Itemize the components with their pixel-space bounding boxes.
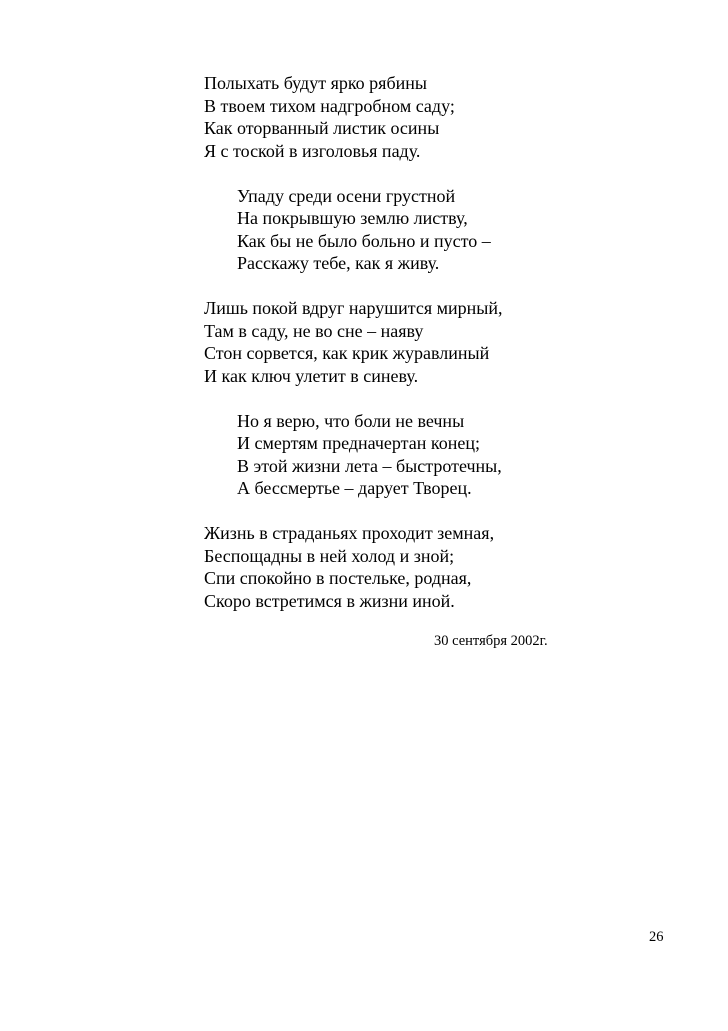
poem-line: В твоем тихом надгробном саду;	[204, 95, 455, 116]
poem-line: И как ключ улетит в синеву.	[204, 365, 419, 386]
poem-line: Упаду среди осени грустной	[237, 185, 456, 206]
stanza	[204, 185, 664, 275]
poem-line: Скоро встретимся в жизни иной.	[204, 590, 455, 611]
poem-line: Как оторванный листик осины	[204, 118, 440, 138]
poem-line: Я с тоской в изголовья паду.	[204, 140, 421, 161]
poem-line: Расскажу тебе, как я живу.	[237, 253, 440, 273]
stanza	[204, 522, 664, 612]
poem	[204, 72, 664, 612]
poem-line: Беспощадны в ней холод и зной;	[204, 545, 455, 566]
poem-line: Жизнь в страданьях проходит земная,	[204, 523, 495, 543]
poem-line: В этой жизни лета – быстротечны,	[237, 455, 502, 476]
poem-line: Стон сорвется, как крик журавлиный	[204, 343, 490, 363]
poem-line: А бессмертье – дарует Творец.	[237, 478, 472, 498]
poem-line: Спи спокойно в постельке, родная,	[204, 568, 472, 588]
poem-line: Как бы не было больно и пусто –	[237, 230, 491, 251]
poem-line: Но я верю, что боли не вечны	[237, 410, 465, 431]
stanza	[204, 72, 664, 162]
poem-line: На покрывшую землю листву,	[237, 208, 468, 228]
stanza	[204, 410, 664, 500]
poem-date: 30 сентября 2002г.	[434, 633, 548, 649]
stanza	[204, 297, 664, 387]
poem-line: Там в саду, не во сне – наяву	[204, 320, 424, 341]
poem-line: Полыхать будут ярко рябины	[204, 73, 427, 93]
poem-line: Лишь покой вдруг нарушится мирный,	[204, 298, 503, 318]
poem-line: И смертям предначертан конец;	[237, 433, 480, 453]
page-number: 26	[649, 929, 664, 945]
